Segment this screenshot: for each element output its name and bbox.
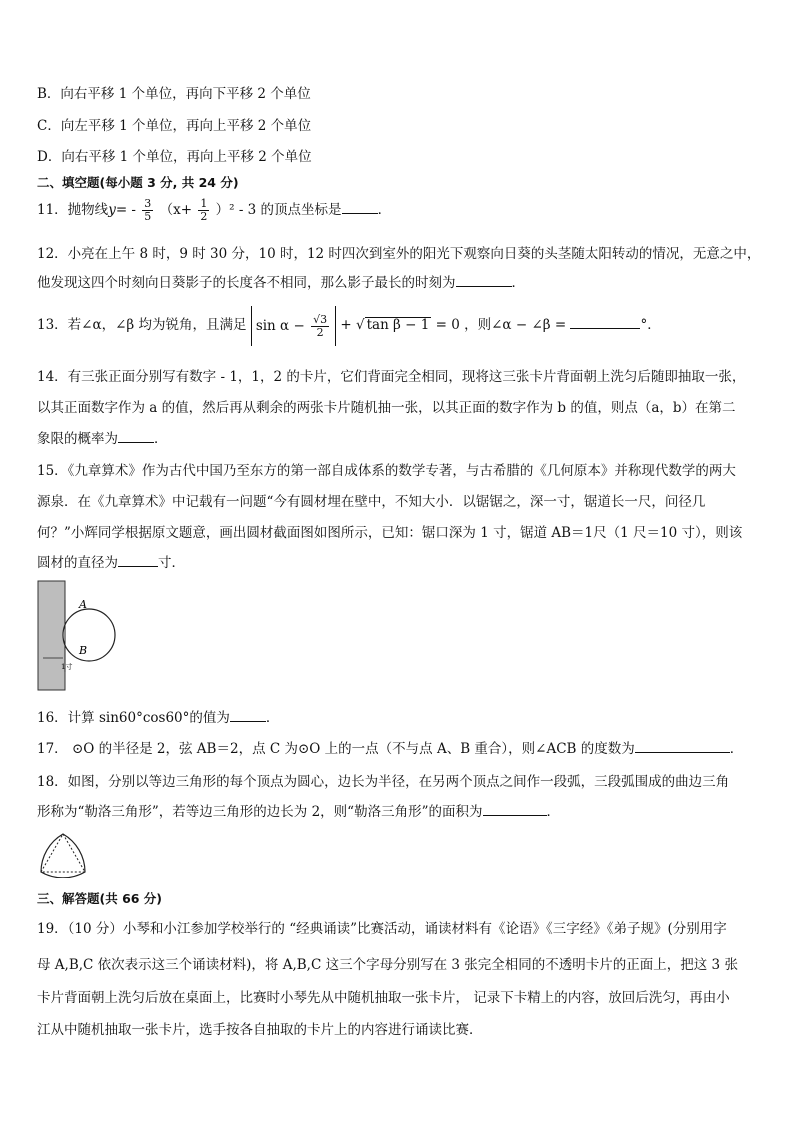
option-b: B．向右平移 1 个单位，再向下平移 2 个单位 <box>37 86 311 102</box>
question-17: 17． ⊙O 的半径是 2，弦 AB＝2，点 C 为⊙O 上的一点（不与点 A、B 重合），则∠ACB 的度数为 ． <box>37 741 744 757</box>
depth-label: 1寸 <box>61 663 73 671</box>
inner-triangle <box>41 834 85 872</box>
question-19-line-3: 卡片背面朝上洗匀后放在桌面上，比赛时小琴先从中随机抽取一张卡片， 记录下卡精上的内容，放回后洗匀，再由小 <box>37 990 730 1006</box>
q14-answer-blank <box>118 430 154 443</box>
q18-answer-blank <box>483 803 547 816</box>
q13-answer-blank <box>570 316 640 329</box>
q15-answer-blank <box>118 554 158 567</box>
question-12-line-1: 12．小亮在上午 8 时，9 时 30 分，10 时，12 时四次到室外的阳光下观察向日葵的头茎随太阳转动的情况，无意之中， <box>37 246 761 262</box>
question-14-line-1: 14．有三张正面分别写有数字 - 1，1，2 的卡片，它们背面完全相同，现将这三张卡片背面朝上洗匀后随即抽取一张， <box>37 369 746 385</box>
label-a: A <box>79 598 87 611</box>
question-15-line-1: 15．《九章算术》作为古代中国乃至东方的第一部自成体系的数学专著，与古希腊的《几何原本》并称现代数学的两大 <box>37 463 736 479</box>
question-13: 13．若∠α，∠β 均为锐角，且满足 sin α − $\frac{√3}{2}$ + √ tan β − 1 = 0 ，则∠α − ∠β = °． <box>37 302 661 348</box>
q11-tail: ）² - 3 的顶点坐标是 <box>215 202 342 218</box>
q11-fraction-1-2: $\frac{1}{2}$ <box>200 197 208 223</box>
question-15-line-4: 圆材的直径为 寸． <box>37 555 185 571</box>
q13-fraction-sqrt3-2: $\frac{√3}{2}$ <box>313 312 328 339</box>
q11-fraction-3-5: $\frac{3}{5}$ <box>144 197 152 223</box>
question-18-line-2: 形称为“勒洛三角形”，若等边三角形的边长为 2，则“勒洛三角形”的面积为 ． <box>37 804 560 820</box>
q12-answer-blank <box>456 274 512 287</box>
q11-y: y <box>108 202 116 218</box>
question-16: 16．计算 sin60°cos60°的值为 ． <box>37 710 280 726</box>
question-18-line-1: 18．如图，分别以等边三角形的每个顶点为圆心，边长为半径，在另两个顶点之间作一段弧，三段弧围成的曲边三角 <box>37 774 730 790</box>
question-19-line-1: 19．（10 分）小琴和小江参加学校举行的 “经典诵读”比赛活动，诵读材料有《论语》《三字经》《弟子规》(分别用字 <box>37 921 727 937</box>
reuleaux-triangle-figure <box>37 828 91 878</box>
wall-rect <box>38 581 65 690</box>
reuleaux-outline <box>41 834 85 878</box>
q16-answer-blank <box>230 709 266 722</box>
q13-absolute-value: sin α − $\frac{√3}{2}$ <box>251 306 336 346</box>
option-d: D．向右平移 1 个单位，再向上平移 2 个单位 <box>37 149 312 165</box>
option-c: C．向左平移 1 个单位，再向上平移 2 个单位 <box>37 118 312 134</box>
question-19-line-4: 江从中随机抽取一张卡片，选手按各自抽取的卡片上的内容进行诵读比赛． <box>37 1022 483 1038</box>
section-3-title: 三、解答题(共 66 分) <box>37 891 163 906</box>
q11-mid: （x+ <box>159 202 193 218</box>
question-19-line-2: 母 A,B,C 依次表示这三个诵读材料)，将 A,B,C 这三个字母分别写在 3 张完全相同的不透明卡片的正面上，把这 3 张 <box>37 957 738 973</box>
question-14-line-3: 象限的概率为 ． <box>37 431 168 447</box>
question-15-line-3: 何？”小辉同学根据原文题意，画出圆材截面图如图所示，已知：锯口深为 1 寸，锯道 AB＝1尺（1 尺＝10 寸），则该 <box>37 525 743 541</box>
question-12-line-2: 他发现这四个时刻向日葵影子的长度各不相同，那么影子最长的时刻为 ． <box>37 275 525 291</box>
q11-eq: = - <box>115 202 136 218</box>
q13-sqrt: tan β − 1 <box>366 317 430 333</box>
question-14-line-2: 以其正面数字作为 a 的值，然后再从剩余的两张卡片随机抽一张，以其正面的数字作为 b 的值，则点（a，b）在第二 <box>37 400 736 416</box>
q17-answer-blank <box>635 740 730 753</box>
question-11: 11．抛物线y= - $\frac{3}{5}$ （x+ $\frac{1}{2}$ ）² - 3 的顶点坐标是 ． <box>37 197 392 223</box>
section-2-title: 二、填空题(每小题 3 分, 共 24 分) <box>37 175 239 190</box>
q11-answer-blank <box>342 201 378 214</box>
label-b: B <box>79 644 88 657</box>
log-circle <box>63 609 115 661</box>
q11-prefix: 11．抛物线 <box>37 202 109 218</box>
question-15-line-2: 源泉．在《九章算术》中记载有一问题“今有圆材埋在壁中，不知大小．以锯锯之，深一寸，锯道长一尺，问径几 <box>37 494 706 510</box>
q15-circle-figure <box>37 580 122 692</box>
